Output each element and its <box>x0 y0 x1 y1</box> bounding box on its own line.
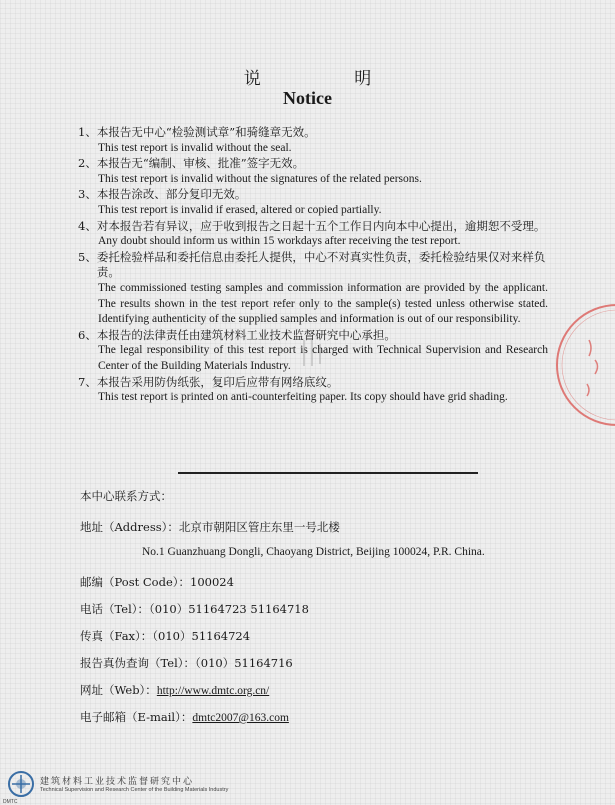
notice-text-zh: 本报告的法律责任由建筑材料工业技术监督研究中心承担。 <box>96 327 396 342</box>
notice-item-5 <box>78 250 548 328</box>
title-english: Notice <box>283 88 332 108</box>
notice-number: 3、 <box>78 187 97 202</box>
web-row <box>80 682 269 698</box>
notice-text-zh: 对本报告若有异议，应于收到报告之日起十五个工作日内向本中心提出，逾期恕不受理。 <box>96 218 546 233</box>
notice-text-zh: 本报告无“编制、审核、批准”签字无效。 <box>96 156 305 171</box>
address-row <box>80 519 340 535</box>
footer <box>0 768 615 804</box>
notice-text-en: The legal responsibility of this test report is charged with Technical Supervision and Research Center of the Building Materials Industry. <box>98 344 548 372</box>
address-en: No.1 Guanzhuang Dongli, Chaoyang District, Beijing 100024, P.R. China. <box>142 546 485 558</box>
notice-text-zh: 本报告无中心“检验测试章”和骑缝章无效。 <box>96 125 316 139</box>
notice-text-en: This test report is invalid without the seal. <box>98 141 292 154</box>
email-link[interactable]: dmtc2007@163.com <box>192 712 289 724</box>
faint-stamp-mark <box>300 338 324 368</box>
notice-item-1 <box>78 125 548 156</box>
web-link[interactable]: http://www.dmtc.org.cn/ <box>156 685 270 697</box>
web-label: 网址（Web）： <box>80 683 157 697</box>
footer-mark: DMTC <box>3 799 18 805</box>
email-row <box>80 709 289 725</box>
fax-label: 传真（Fax）： <box>80 629 153 643</box>
notice-text-zh: 委托检验样品和委托信息由委托人提供，中心不对真实性负责，委托检验结果仅对来样负责。 <box>96 249 546 280</box>
center-logo-icon <box>7 770 35 798</box>
verify-value: （010）51164716 <box>195 656 293 670</box>
notice-text-zh: 本报告涂改、部分复印无效。 <box>96 187 247 202</box>
postcode-value: 100024 <box>190 575 234 589</box>
notice-number: 4、 <box>78 218 97 233</box>
notice-item-4 <box>78 219 548 250</box>
notice-number: 2、 <box>78 156 97 171</box>
notice-number: 7、 <box>78 374 97 389</box>
notice-item-3 <box>78 187 548 218</box>
address-zh: 北京市朝阳区管庄东里一号北楼 <box>178 520 340 534</box>
notice-text-en: The commissioned testing samples and commission information are provided by the applicant. The results shown in the test report refer only to the sample(s) tested unless otherwise stated. Identifying authenticity of the supplied samples and information is out of our responsibility. <box>98 281 548 326</box>
postcode-label: 邮编（Post Code）： <box>80 575 191 589</box>
notice-number: 6、 <box>78 327 97 342</box>
section-divider <box>178 472 478 474</box>
postcode-row <box>80 574 234 590</box>
tel-label: 电话（Tel）： <box>80 602 150 616</box>
tel-row <box>80 601 309 617</box>
verify-label: 报告真伪查询（Tel）： <box>80 656 196 670</box>
contact-heading: 本中心联系方式： <box>80 489 172 503</box>
notice-number: 5、 <box>78 249 97 264</box>
tel-value: （010）51164723 51164718 <box>149 602 309 616</box>
verify-row <box>80 655 293 671</box>
footer-name-zh: 建筑材料工业技术监督研究中心 <box>40 777 195 787</box>
notice-item-7 <box>78 375 548 406</box>
notice-text-en: This test report is invalid without the signatures of the related persons. <box>98 172 422 185</box>
notice-text-en: Any doubt should inform us within 15 workdays after receiving the test report. <box>98 235 461 248</box>
title-chinese: 说 明 <box>243 69 416 89</box>
notice-text-en: This test report is invalid if erased, altered or copied partially. <box>98 203 382 216</box>
notice-number: 1、 <box>78 125 97 139</box>
red-seal-stamp <box>537 300 615 430</box>
address-label: 地址（Address）： <box>80 520 179 534</box>
email-label: 电子邮箱（E-mail）： <box>80 710 193 724</box>
notice-text-zh: 本报告采用防伪纸张，复印后应带有网络底纹。 <box>96 374 339 389</box>
notice-item-2 <box>78 156 548 187</box>
fax-row <box>80 628 250 644</box>
footer-name-en: Technical Supervision and Research Center of the Building Materials Industry <box>40 787 229 793</box>
fax-value: （010）51164724 <box>152 629 251 643</box>
notice-text-en: This test report is printed on anti-counterfeiting paper. Its copy should have grid shading. <box>98 391 508 404</box>
